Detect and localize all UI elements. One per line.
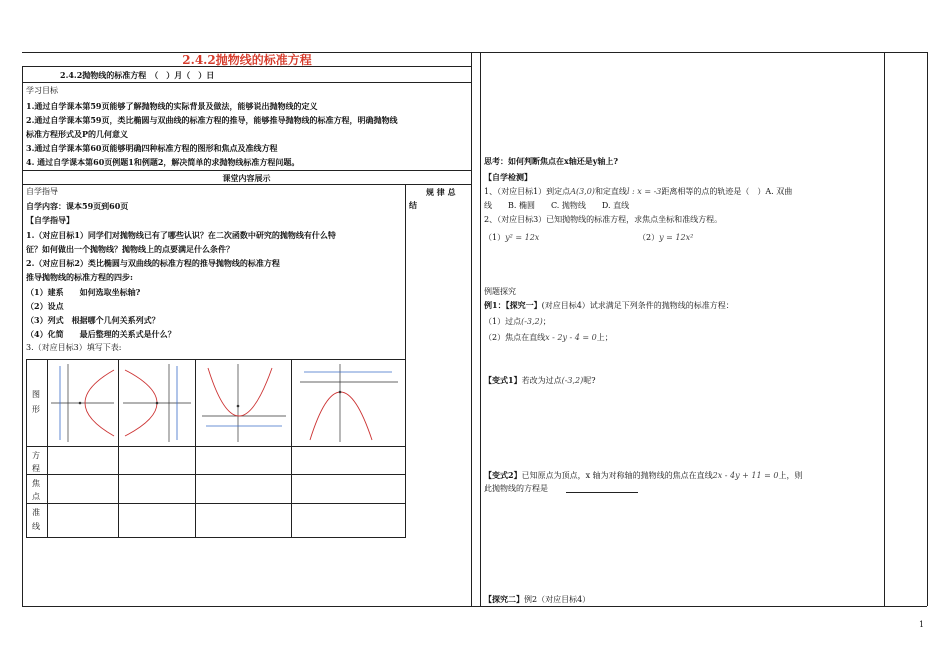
self-guide-heading: 自学指导 <box>26 187 58 196</box>
page-title: 2.4.2抛物线的标准方程 <box>182 53 312 67</box>
goal-2-cont: 标准方程形式及P的几何意义 <box>26 129 129 139</box>
example-heading: 例题探究 <box>484 287 516 296</box>
goals-heading: 学习目标 <box>26 86 58 95</box>
q2-line: 2、（对应目标3）已知抛物线的标准方程，求焦点坐标和准线方程。 <box>484 215 723 224</box>
q2-part-2: （2）y = 12x² <box>638 233 694 242</box>
guide-line-1: 1.（对应目标1）同学们对抛物线已有了哪些认识？在二次函数中研究的抛物线有什么特 <box>26 230 336 240</box>
goal-1: 1.通过自学课本第59页能够了解抛物线的实际背景及做法，能够说出抛物线的定义 <box>26 101 318 111</box>
table-intro: 3.（对应目标3）填写下表: <box>26 343 122 352</box>
row-label-equation-2: 程 <box>32 464 40 473</box>
row-label-graph-2: 形 <box>32 405 40 414</box>
guide-line-4: 推导抛物线的标准方程的四步: <box>26 272 133 282</box>
lesson-header-row: 2.4.2抛物线的标准方程 （ ）月（ ）日 <box>60 70 215 80</box>
summary-heading: 规 律 总 <box>426 187 456 197</box>
row-label-directrix: 准 <box>32 508 40 517</box>
guide-step-4: （4）化简 最后整理的关系式是什么？ <box>26 329 176 339</box>
q1-options: 线 B. 椭圆 C. 抛物线 D. 直线 <box>484 201 630 210</box>
think-question: 思考：如何判断焦点在x轴还是y轴上? <box>484 156 619 166</box>
goal-3: 3.通过自学课本第60页能够明确四种标准方程的图形和焦点及准线方程 <box>26 143 278 153</box>
example-1-part-2: （2）焦点在直线x - 2y - 4 = 0上； <box>484 333 613 342</box>
row-label-focus: 焦 <box>32 479 40 488</box>
guide-line-3: 2.（对应目标2）类比椭圆与双曲线的标准方程的推导抛物线的标准方程 <box>26 258 280 268</box>
example-2-line: 【探究二】例2（对应目标4） <box>484 594 591 604</box>
example-1-part-1: （1）过点(-3,2)； <box>484 317 551 326</box>
row-label-focus-2: 点 <box>32 492 40 501</box>
guide-tag: 【自学指导】 <box>26 215 74 225</box>
row-label-directrix-2: 线 <box>32 522 40 531</box>
self-check-tag: 【自学检测】 <box>484 172 532 182</box>
guide-step-2: （2）设点 <box>26 301 64 311</box>
parabola-graph-left <box>119 360 195 446</box>
variant-2: 【变式2】已知原点为顶点，x 轴为对称轴的抛物线的焦点在直线2x - 4y + 11 = 0上，则 <box>484 470 803 480</box>
guide-line-2: 征？如何做出一个抛物线？抛物线上的点要满足什么条件？ <box>26 244 234 254</box>
summary-heading-cont: 结 <box>409 200 417 210</box>
example-1-line: 例1：【探究一】(对应目标4）试求满足下列条件的抛物线的标准方程： <box>484 300 734 310</box>
q2-part-1: （1）y² = 12x <box>484 233 540 242</box>
guide-step-3: （3）列式 根据哪个几何关系列式？ <box>26 315 160 325</box>
parabola-graph-down <box>292 360 405 446</box>
variant-2-cont: 此抛物线的方程是 <box>484 484 548 493</box>
q1-line: 1、（对应目标1）到定点A(3,0)和定直线l : x = -3距离相等的点的轨迹是（ ）A. 双曲 <box>484 187 793 196</box>
class-display-heading: 课堂内容展示 <box>222 173 271 183</box>
variant-1: 【变式1】若改为过点(-3,2)呢? <box>484 375 596 385</box>
goal-4: 4. 通过自学课本第60页例题1和例题2，解决简单的求抛物线标准方程问题。 <box>26 157 300 167</box>
parabola-graph-up <box>196 360 291 446</box>
guide-step-1: （1）建系 如何选取坐标轴? <box>26 287 141 297</box>
answer-blank[interactable] <box>566 492 638 493</box>
page-number: 1 <box>919 620 925 629</box>
row-label-graph: 图 <box>32 390 40 399</box>
goal-2: 2.通过自学课本第59页，类比椭圆与双曲线的标准方程的推导，能够推导抛物线的标准方程，明确抛物线 <box>26 115 398 125</box>
parabola-graph-right <box>48 360 118 446</box>
row-label-equation: 方 <box>32 451 40 460</box>
self-content: 自学内容：课本59页到60页 <box>26 201 129 211</box>
